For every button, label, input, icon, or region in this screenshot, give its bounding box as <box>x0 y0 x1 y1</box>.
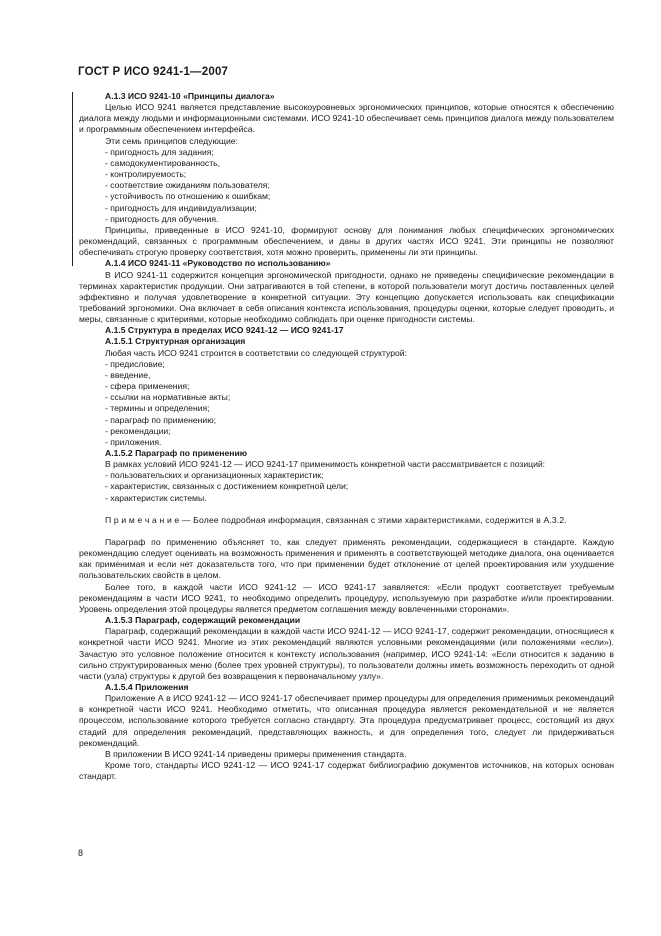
paragraph: Целью ИСО 9241 является представление высокоуровневых эргономических принципов, которые относятся к обеспечению диалога между людьми и информационными системами. ИСО 9241-10 обеспечивает семь принципов диалога между пользователем и программным обеспечением интерфейса. <box>79 102 614 135</box>
page-number: 8 <box>78 848 84 858</box>
subsection-heading: А.1.5.2 Параграф по применению <box>105 448 248 458</box>
list-item: - самодокументированность, <box>105 157 221 168</box>
paragraph: Любая часть ИСО 9241 строится в соответствии со следующей структурой: <box>105 347 407 358</box>
list-item: - соответствие ожиданиям пользователя; <box>105 180 270 191</box>
section-heading: А.1.5 Структура в пределах ИСО 9241-12 — ИСО 9241-17 <box>105 325 344 336</box>
document-header: ГОСТ Р ИСО 9241-1—2007 <box>78 66 229 78</box>
list-item: - пригодность для индивидуализации; <box>105 202 257 213</box>
paragraph: Принципы, приведенные в ИСО 9241-10, формируют основу для понимания любых специфических эргономических рекомендаций, связанных с программным обеспечением, и даны в других частях ИСО 9241. Эти принципы не позволяют обеспечивать строгую проверку соответствия, хотя можно проверить, применены ли эти принципы. <box>79 224 614 258</box>
list-item: - ссылки на нормативные акты; <box>105 392 231 403</box>
list-item: - предисловие; <box>105 358 165 369</box>
list-item: - параграф по применению; <box>105 414 217 425</box>
page-body <box>79 91 614 782</box>
list-item: - пригодность для задания; <box>105 146 214 157</box>
list-item: - характеристик, связанных с достижением конкретной цели; <box>105 481 349 492</box>
list-item: - введение, <box>105 369 151 380</box>
subsection-heading: А.1.5.1 Структурная организация <box>105 336 246 347</box>
note: П р и м е ч а н и е — Более подробная информация, связанная с этими характеристиками, содержится в А.3.2. <box>105 514 567 525</box>
list-item: - контролируемость; <box>105 169 187 180</box>
paragraph: Приложение А в ИСО 9241-12 — ИСО 9241-17 обеспечивает пример процедуры для определения применимых рекомендаций в конкретной части ИСО 9241. Необходимо отметить, что описанная процедура является рекомендательной и не является процессом, использование которого требуется согласно стандарту. Эта процедура предусматривает процесс, состоящий из двух стадий для определения рекомендаций, представляющих важность, и для определения того, следует ли придерживаться рекомендаций. <box>79 693 614 748</box>
paragraph: В рамках условий ИСО 9241-12 — ИСО 9241-17 применимость конкретной части рассматривается с позиций: <box>105 459 546 470</box>
list-item: - термины и определения; <box>105 403 210 414</box>
paragraph: Более того, в каждой части ИСО 9241-12 — ИСО 9241-17 заявляется: «Если продукт соответствует требуемым рекомендациям в части ИСО 9241, то необходимо определить процедуру, используемую при разработке и/или проектировании. Уровень определения этой процедуры является предметом соглашения между вовлеченными сторонами». <box>79 581 614 614</box>
list-item: - устойчивость по отношению к ошибкам; <box>105 191 271 202</box>
subsection-heading: А.1.5.3 Параграф, содержащий рекомендации <box>105 615 301 626</box>
spacer <box>79 504 614 515</box>
spacer <box>79 526 614 537</box>
paragraph: В приложении В ИСО 9241-14 приведены примеры применения стандарта. <box>105 748 407 759</box>
paragraph: Кроме того, стандарты ИСО 9241-12 — ИСО 9241-17 содержат библиографию документов источников, на которых основан стандарт. <box>79 760 614 782</box>
list-item: - характеристик системы. <box>105 492 207 503</box>
list-item: - сфера применения; <box>105 381 190 392</box>
paragraph: Параграф, содержащий рекомендации в каждой части ИСО 9241-12 — ИСО 9241-17, содержит рекомендации, относящиеся к конкретной части ИСО 9241. Многие из этих рекомендаций являются условными рекомендациями (или положениями «если»). Зачастую это условное положение относится к контексту использования (например, ИСО 9241-14: «Если относится к заданию в сильно структурированных меню (более трех уровней структуры), то пользователи должны иметь возможность переходить от одной части (узла) структуры к другой без возвращения к первоначальному узлу». <box>79 626 614 681</box>
list-item: - пользовательских и организационных характеристик; <box>105 470 324 481</box>
paragraph: В ИСО 9241-11 содержится концепция эргономической пригодности, однако не приведены специфические рекомендации в терминах характеристик продукции. Они затрагиваются в той степени, в которой пользователи могут достичь поставленных целей эффективно и получая удовлетворение в конкретной ситуации. Эту концепцию допускается использовать как спецификации требований эргономики. Она включает в себя описания контекста использования, процедуры оценки, которые следует проводить, и меры, связанные с критериями, которые необходимо соблюдать при оценке пригодности системы. <box>79 269 614 325</box>
list-item: - пригодность для обучения. <box>105 213 219 224</box>
section-heading: А.1.3 ИСО 9241-10 «Принципы диалога» <box>105 91 275 101</box>
paragraph: Параграф по применению объясняет то, как следует применять рекомендации, содержащиеся в стандарте. Каждую рекомендацию следует оценивать на возможность применения и применять в соответствующей методике диалога, она оценивается как применимая и если нет доказательств того, что при применении будет отклонение от целей проектирования или ухудшение пользовательских свойств в целом. <box>79 536 614 581</box>
section-heading: А.1.4 ИСО 9241-11 «Руководство по использованию» <box>105 258 331 269</box>
revision-bar <box>72 92 73 266</box>
list-item: - рекомендации; <box>105 425 171 436</box>
list-item: - приложения. <box>105 436 162 447</box>
subsection-heading: А.1.5.4 Приложения <box>105 681 189 692</box>
paragraph: Эти семь принципов следующие: <box>105 135 238 146</box>
